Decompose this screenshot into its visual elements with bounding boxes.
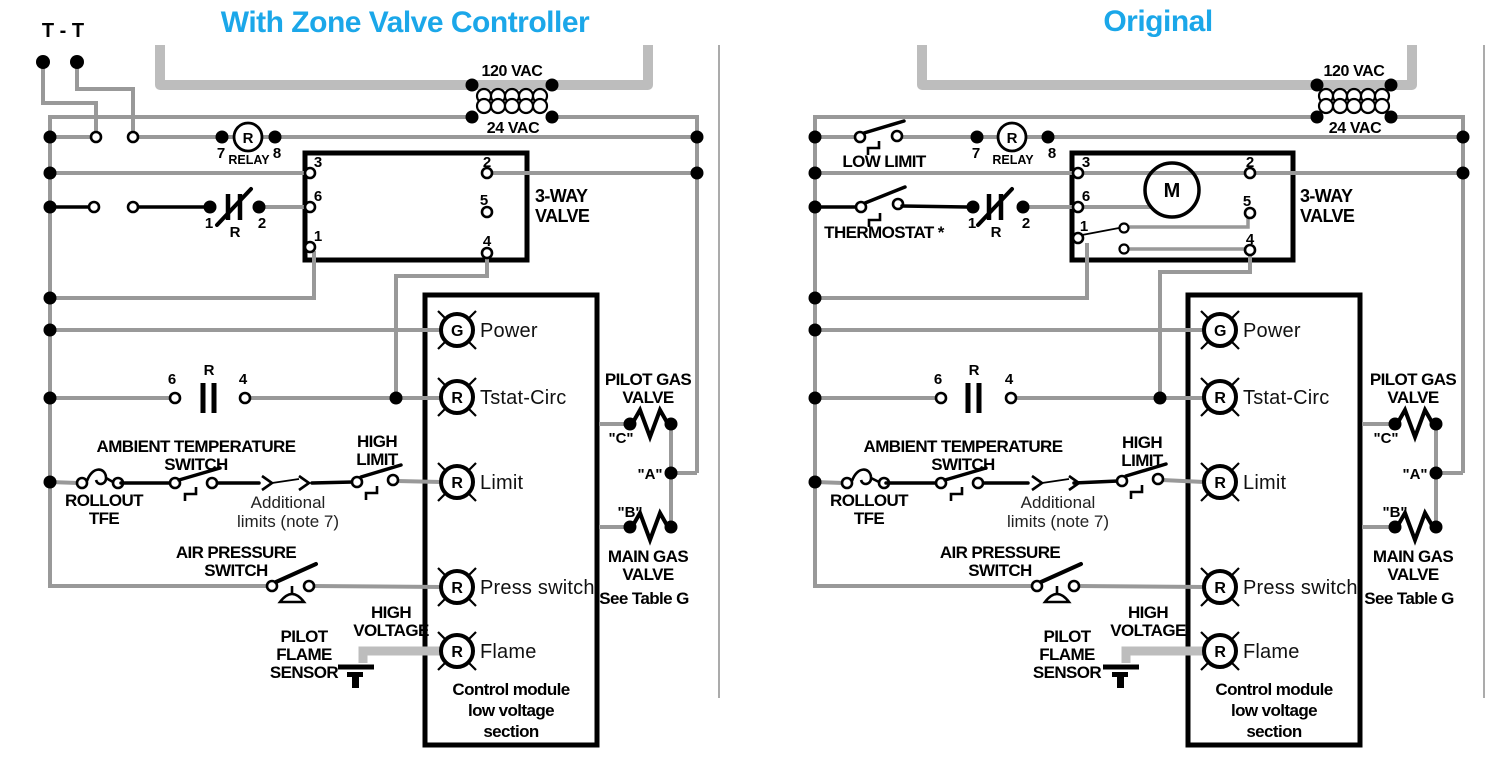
relay-letter: R (242, 130, 254, 147)
contact-r-label: R (229, 224, 241, 241)
gas-valves (599, 370, 691, 608)
thermostat-label: THERMOSTAT * (824, 223, 944, 242)
terminal-limit-label-right: Limit (1243, 472, 1287, 494)
rollout-label2: TFE (88, 509, 120, 528)
hv-label1-right: HIGH (1127, 603, 1169, 622)
terminal-g-right: G (1213, 323, 1227, 340)
module-caption2-right: low voltage (1231, 701, 1317, 720)
gas-valves-right (1364, 370, 1456, 608)
additional-label2-right: limits (note 7) (1006, 512, 1110, 531)
air-label2-right: SWITCH (968, 561, 1032, 580)
terminal-r2-right: R (1214, 475, 1226, 492)
module-caption2: low voltage (468, 701, 554, 720)
contact-r-label-right: R (990, 224, 1002, 241)
relay-terminal-7: 7 (216, 145, 226, 162)
maingas-label1-right: MAIN GAS (1372, 547, 1454, 566)
module-caption1-right: Control module (1215, 680, 1333, 699)
terminal-r3: R (451, 580, 463, 597)
terminal-b-label: "B" (617, 504, 643, 521)
valve-terminal-5: 5 (479, 192, 489, 209)
relay-letter-right: R (1006, 130, 1018, 147)
right-diagram (809, 5, 1485, 745)
sensor-label3: SENSOR (269, 663, 339, 682)
terminal-a-label: "A" (637, 466, 663, 483)
maingas-label2: VALVE (622, 565, 674, 584)
terminal-r1: R (451, 390, 463, 407)
air-label1-right: AIR PRESSURE (939, 543, 1061, 562)
control-module-box (425, 295, 597, 745)
rollout-label1-right: ROLLOUT (830, 491, 908, 510)
terminal-g: G (450, 323, 464, 340)
contact-4-label: 4 (238, 371, 248, 388)
left-diagram (36, 6, 719, 745)
maingas-label2-right: VALVE (1387, 565, 1439, 584)
ambient-label1-right: AMBIENT TEMPERATURE (863, 437, 1063, 456)
contact-2-label-right: 2 (1021, 215, 1031, 232)
see-table-label: See Table G (599, 589, 689, 608)
module-caption3-right: section (1246, 722, 1302, 741)
terminal-r3-right: R (1214, 580, 1226, 597)
relay-coil-icon-right (971, 123, 1057, 167)
air-pressure-switch-icon (176, 543, 316, 602)
ambient-label2: SWITCH (164, 455, 228, 474)
terminal-press-label-right: Press switch (1243, 577, 1358, 599)
highlimit-label2-right: LIMIT (1121, 451, 1163, 470)
relay-label: RELAY (228, 153, 270, 167)
contact-6-label: 6 (167, 371, 177, 388)
hv-label2: VOLTAGE (353, 621, 429, 640)
24vac-label-right: 24 VAC (1328, 120, 1382, 137)
120vac-label: 120 VAC (481, 63, 543, 80)
see-table-label-right: See Table G (1364, 589, 1454, 608)
rollout-tfe-icon-right (830, 470, 909, 528)
contact-4-label-right: 4 (1004, 371, 1014, 388)
zone-relay-contact-icon (50, 189, 266, 241)
sensor-label3-right: SENSOR (1032, 663, 1102, 682)
pilot-flame-sensor-icon-right (1033, 603, 1204, 688)
pilotgas-label2: VALVE (622, 388, 674, 407)
hv-label2-right: VOLTAGE (1110, 621, 1186, 640)
terminal-r1-right: R (1214, 390, 1226, 407)
terminal-press-label: Press switch (480, 577, 595, 599)
air-label1: AIR PRESSURE (175, 543, 297, 562)
relay-terminal-8: 8 (272, 145, 282, 162)
sensor-label2-right: FLAME (1039, 645, 1095, 664)
valve-name-line1: 3-WAY (535, 186, 588, 206)
rollout-tfe-icon (65, 470, 144, 528)
air-pressure-switch-icon-right (940, 543, 1081, 602)
contact-2-label: 2 (257, 215, 267, 232)
terminal-tstat-label: Tstat-Circ (480, 387, 567, 409)
low-limit-switch-icon (842, 121, 927, 171)
valve-terminal-4-right: 4 (1245, 231, 1255, 248)
valve-terminal-2: 2 (482, 154, 492, 171)
valve-terminal-1: 1 (313, 228, 323, 245)
additional-label1-right: Additional (1020, 493, 1096, 512)
contact-r2-label: R (203, 362, 215, 379)
valve-terminal-2-right: 2 (1245, 154, 1255, 171)
right-title: Original (1103, 5, 1213, 38)
terminal-limit-label: Limit (480, 472, 524, 494)
relay-label-right: RELAY (992, 153, 1034, 167)
terminal-tstat-label-right: Tstat-Circ (1243, 387, 1330, 409)
air-label2: SWITCH (204, 561, 268, 580)
relay-terminal-7-right: 7 (971, 145, 981, 162)
ambient-label1: AMBIENT TEMPERATURE (96, 437, 296, 456)
thermostat-switch-icon (815, 187, 1030, 242)
relay-contact-6r4-icon-right (934, 362, 1167, 413)
terminal-c-label-right: "C" (1373, 430, 1399, 447)
additional-label1: Additional (250, 493, 326, 512)
relay-coil-icon (216, 123, 282, 167)
valve-terminal-4: 4 (482, 233, 492, 250)
hv-label1: HIGH (370, 603, 412, 622)
relay-contact-6r4-icon (168, 362, 403, 413)
valve-name-line2-right: VALVE (1300, 206, 1355, 226)
rollout-label1: ROLLOUT (65, 491, 143, 510)
terminal-a-label-right: "A" (1402, 466, 1428, 483)
contact-1-label-right: 1 (967, 215, 977, 232)
rollout-label2-right: TFE (853, 509, 885, 528)
terminal-b-label-right: "B" (1382, 504, 1408, 521)
ambient-label2-right: SWITCH (931, 455, 995, 474)
terminal-power-label: Power (480, 320, 538, 342)
module-caption1: Control module (452, 680, 570, 699)
valve-terminal-5-right: 5 (1242, 193, 1252, 210)
valve-name-line2: VALVE (535, 206, 590, 226)
sensor-label1: PILOT (280, 627, 328, 646)
valve-terminal-6: 6 (313, 188, 323, 205)
three-way-valve-box (305, 153, 527, 260)
high-limit-switch-icon-right (1074, 433, 1166, 499)
tt-label: T - T (41, 20, 85, 42)
contact-r2-label-right: R (968, 362, 980, 379)
terminal-power-label-right: Power (1243, 320, 1301, 342)
maingas-label1: MAIN GAS (607, 547, 689, 566)
terminal-r2: R (451, 475, 463, 492)
highlimit-label1-right: HIGH (1121, 433, 1163, 452)
contact-1-label: 1 (204, 215, 214, 232)
motor-letter: M (1163, 180, 1181, 202)
lowlimit-label: LOW LIMIT (842, 152, 926, 171)
valve-terminal-3: 3 (313, 154, 323, 171)
valve-terminal-1-right: 1 (1079, 218, 1089, 235)
pilotgas-label1-right: PILOT GAS (1369, 370, 1457, 389)
24vac-label: 24 VAC (486, 120, 540, 137)
high-limit-switch-icon (312, 432, 401, 500)
terminal-r4: R (451, 644, 463, 661)
sensor-label2: FLAME (276, 645, 332, 664)
highlimit-label1: HIGH (356, 432, 398, 451)
terminal-c-label: "C" (608, 430, 634, 447)
transformer-symbol (466, 63, 559, 137)
pilotgas-label1: PILOT GAS (604, 370, 692, 389)
terminal-r4-right: R (1214, 644, 1226, 661)
valve-terminal-6-right: 6 (1081, 188, 1091, 205)
left-title: With Zone Valve Controller (220, 6, 590, 39)
valve-name-line1-right: 3-WAY (1300, 186, 1353, 206)
module-caption3: section (483, 722, 539, 741)
terminal-flame-label: Flame (480, 641, 537, 663)
sensor-label1-right: PILOT (1043, 627, 1091, 646)
contact-6-label-right: 6 (933, 371, 943, 388)
additional-label2: limits (note 7) (236, 512, 340, 531)
control-module-box-right (1188, 295, 1360, 745)
highlimit-label2: LIMIT (356, 450, 398, 469)
line-voltage-wire (160, 45, 648, 85)
pilotgas-label2-right: VALVE (1387, 388, 1439, 407)
pilot-flame-sensor-icon (270, 603, 441, 688)
transformer-symbol-right (1311, 63, 1398, 137)
terminal-flame-label-right: Flame (1243, 641, 1300, 663)
valve-terminal-3-right: 3 (1081, 154, 1091, 171)
relay-terminal-8-right: 8 (1047, 145, 1057, 162)
120vac-label-right: 120 VAC (1323, 63, 1385, 80)
